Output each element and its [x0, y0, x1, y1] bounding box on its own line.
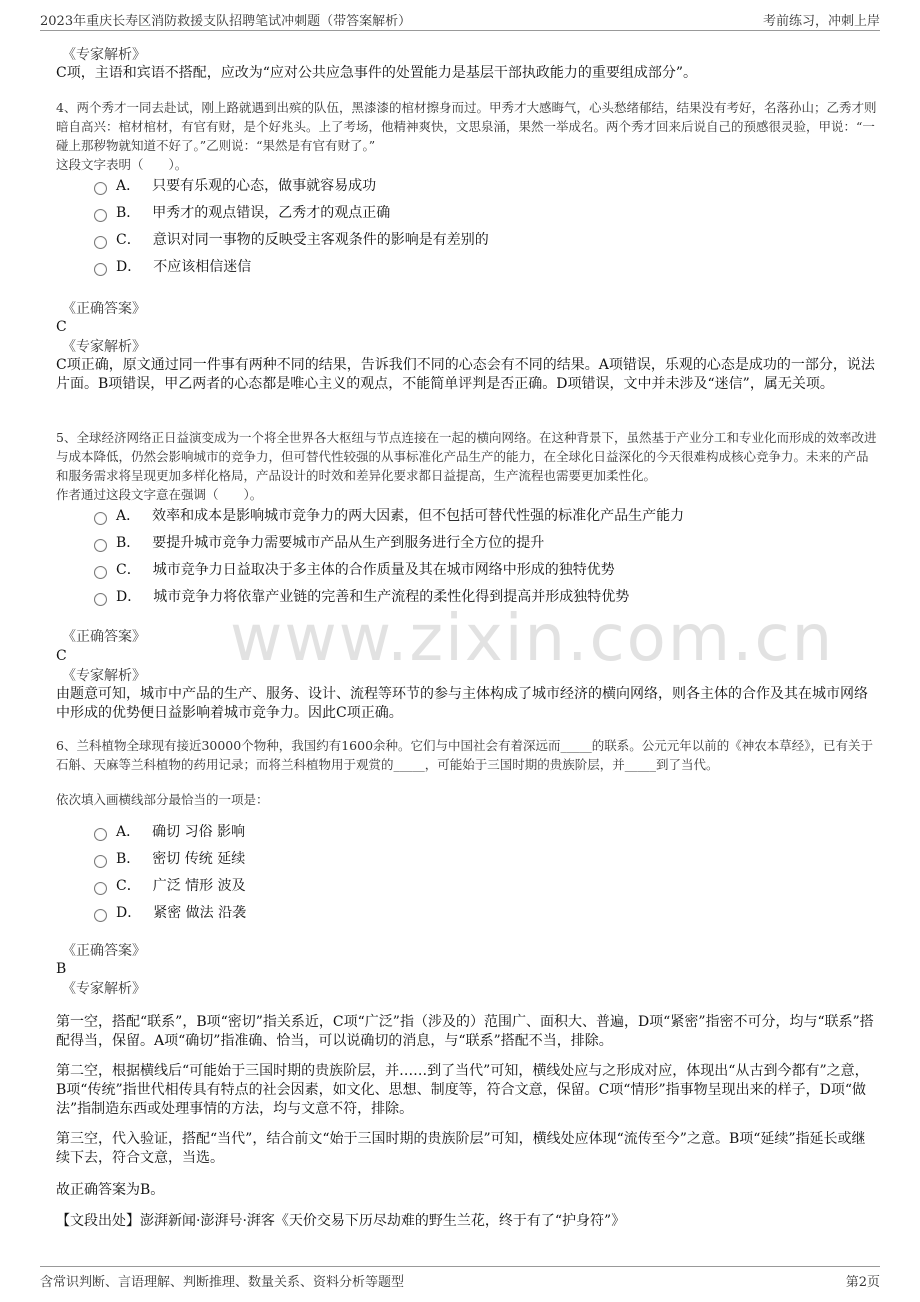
q5-option-a[interactable]: A． 效率和成本是影响城市竞争力的两大因素，但不包括可替代性强的标准化产品生产能力: [94, 507, 684, 525]
q4-stem: 这段文字表明（ ）。: [56, 157, 188, 172]
page-number: 第2页: [845, 1275, 880, 1290]
watermark: www.zixin.com.cn: [230, 602, 835, 676]
q4-option-b[interactable]: B． 甲秀才的观点错误，乙秀才的观点正确: [94, 204, 390, 222]
q4-analysis: C项正确，原文通过同一件事有两种不同的结果，告诉我们不同的心态会有不同的结果。A项错误，乐观的心态是成功的一部分，说法片面。B项错误，甲乙两者的心态都是唯心主义的观点，不能简单评判是否正确。D项错误，文中并未涉及“迷信”，属无关项。: [56, 357, 875, 392]
radio-icon[interactable]: [94, 539, 107, 552]
correct-label: 《正确答案》: [62, 629, 146, 645]
q4-text: 4、两个秀才一同去赴试，刚上路就遇到出殡的队伍，黑漆漆的棺材擦身而过。甲秀才大感晦气，心头愁绪郁结，结果没有考好，名落孙山；乙秀才则暗自高兴：棺材棺材，有官有财，是个好兆头。上了考场，他精神爽快，文思泉涌，果然一举成名。两个秀才回来后说自己的预感很灵验，甲说：“一碰上那秽物就知道不好了。”乙则说：“果然是有官有财了。”: [56, 100, 877, 153]
q5-stem: 作者通过这段文字意在强调（ ）。: [56, 487, 263, 502]
q6-analysis-p3: 第三空，代入验证，搭配“当代”，结合前文“始于三国时期的贵族阶层”可知，横线处应体现“流传至今”之意。B项“延续”指延长或继续下去，符合文意，当选。: [56, 1131, 866, 1166]
q6-analysis-p2: 第二空，根据横线后“可能始于三国时期的贵族阶层，并……到了当代”可知，横线处应与之形成对应，体现出“从古到今都有”之意，B项“传统”指世代相传具有特点的社会因素，如文化、思想、制度等，符合文意，保留。C项“情形”指事物呈现出来的样子，D项“做法”指制造东西或处理事情的方法，均与文意不符，排除。: [56, 1063, 869, 1117]
q6-answer: B: [56, 961, 67, 977]
q6-option-b[interactable]: B． 密切 传统 延续: [94, 850, 245, 868]
header-title: 2023年重庆长寿区消防救援支队招聘笔试冲刺题（带答案解析）: [40, 14, 412, 29]
radio-icon[interactable]: [94, 512, 107, 525]
q6-option-a[interactable]: A． 确切 习俗 影响: [94, 823, 245, 841]
radio-icon[interactable]: [94, 182, 107, 195]
q4-answer: C: [56, 319, 67, 335]
q5-option-c[interactable]: C． 城市竞争力日益取决于多主体的合作质量及其在城市网络中形成的独特优势: [94, 561, 615, 579]
q6-option-c[interactable]: C． 广泛 情形 波及: [94, 877, 246, 895]
correct-label: 《正确答案》: [62, 301, 146, 317]
q5-answer: C: [56, 648, 67, 664]
expert-label: 《专家解析》: [62, 339, 146, 355]
header-slogan: 考前练习，冲刺上岸: [762, 14, 880, 29]
q5-analysis: 由题意可知，城市中产品的生产、服务、设计、流程等环节的参与主体构成了城市经济的横向网络，则各主体的合作及其在城市网络中形成的优势便日益影响着城市竞争力。因此C项正确。: [56, 686, 868, 721]
q6-analysis-p1: 第一空，搭配“联系”，B项“密切”指关系近，C项“广泛”指（涉及的）范围广、面积大、普遍，D项“紧密”指密不可分，均与“联系”搭配得当，保留。A项“确切”指准确、恰当，可以说确切的消息，与“联系”搭配不当，排除。: [56, 1014, 874, 1049]
q4-option-c[interactable]: C． 意识对同一事物的反映受主客观条件的影响是有差别的: [94, 231, 489, 249]
radio-icon[interactable]: [94, 828, 107, 841]
q6-text: 6、兰科植物全球现有接近30000个物种，我国约有1600余种。它们与中国社会有着深远而_____的联系。公元元年以前的《神农本草经》，已有关于石斛、天麻等兰科植物的药用记录；而将兰科植物用于观赏的_____，可能始于三国时期的贵族阶层，并_____到了当代。: [56, 738, 874, 772]
q6-stem: 依次填入画横线部分最恰当的一项是：: [56, 792, 269, 807]
radio-icon[interactable]: [94, 566, 107, 579]
radio-icon[interactable]: [94, 909, 107, 922]
q5-option-d[interactable]: D． 城市竞争力将依靠产业链的完善和生产流程的柔性化得到提高并形成独特优势: [94, 588, 629, 606]
expert-label: 《专家解析》: [62, 668, 146, 684]
q5-option-b[interactable]: B． 要提升城市竞争力需要城市产品从生产到服务进行全方位的提升: [94, 534, 544, 552]
radio-icon[interactable]: [94, 236, 107, 249]
expert-label: 《专家解析》: [62, 47, 146, 63]
q3-analysis: C项，主语和宾语不搭配，应改为“应对公共应急事件的处置能力是基层干部执政能力的重要组成部分”。: [56, 65, 698, 81]
page-header: [40, 8, 880, 31]
expert-label: 《专家解析》: [62, 981, 146, 997]
radio-icon[interactable]: [94, 882, 107, 895]
q4-option-a[interactable]: A． 只要有乐观的心态，做事就容易成功: [94, 177, 376, 195]
page-footer: [40, 1266, 880, 1291]
radio-icon[interactable]: [94, 855, 107, 868]
radio-icon[interactable]: [94, 209, 107, 222]
q6-analysis-conclusion: 故正确答案为B。: [56, 1182, 165, 1198]
footer-note: 含常识判断、言语理解、判断推理、数量关系、资料分析等题型: [40, 1275, 405, 1290]
radio-icon[interactable]: [94, 593, 107, 606]
q5-text: 5、全球经济网络正日益演变成为一个将全世界各大枢纽与节点连接在一起的横向网络。在这种背景下，虽然基于产业分工和专业化而形成的效率改进与成本降低，仍然会影响城市的竞争力，但可替代性较强的从事标准化产品生产的能力，在全球化日益深化的今天很难构成核心竞争力。未来的产品和服务需求将呈现更加多样化格局，产品设计的时效和差异化要求都日益提高，生产流程也需要更加柔性化。: [56, 430, 877, 483]
radio-icon[interactable]: [94, 263, 107, 276]
q6-source: 【文段出处】澎湃新闻·澎湃号·湃客《天价交易下历尽劫难的野生兰花，终于有了“护身符”》: [56, 1213, 626, 1229]
q6-option-d[interactable]: D． 紧密 做法 沿袭: [94, 904, 246, 922]
correct-label: 《正确答案》: [62, 943, 146, 959]
q4-option-d[interactable]: D． 不应该相信迷信: [94, 258, 251, 276]
